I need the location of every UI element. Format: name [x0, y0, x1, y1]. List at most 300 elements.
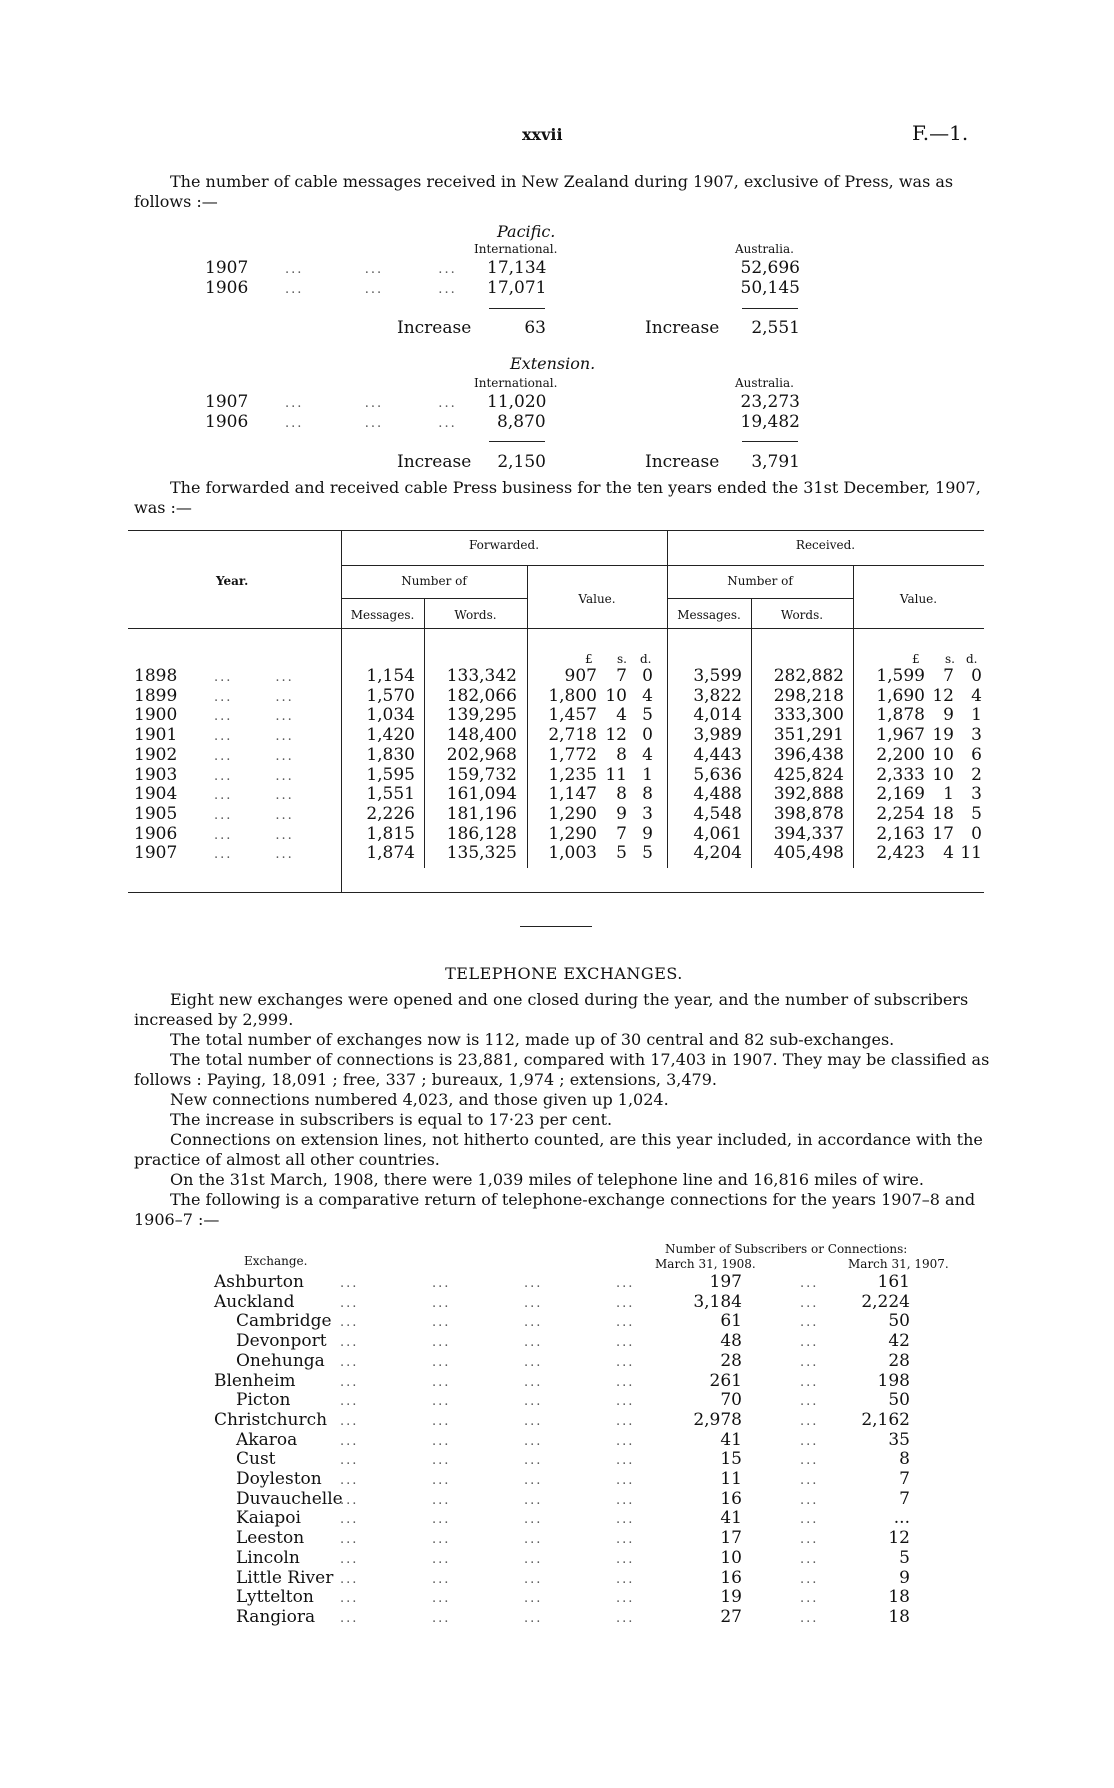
cell-subscribers-1907: 28: [888, 1350, 910, 1371]
table-row: [0, 1607, 1114, 1627]
cell-forwarded-shillings: 11: [605, 764, 627, 785]
unit-pounds: £: [585, 652, 593, 666]
col-header-value: Value.: [899, 592, 938, 606]
table-row: [0, 1390, 1114, 1410]
cell-received-pounds: 2,254: [876, 803, 925, 824]
table-row: [0, 1449, 1114, 1469]
cell-subscribers-1908: 197: [709, 1272, 742, 1292]
cell-subscribers-1907: 2,162: [861, 1409, 910, 1430]
sum-rule: [489, 308, 545, 309]
cell-subscribers-1907: 5: [899, 1547, 910, 1568]
cell-subscribers-1908: 28: [720, 1350, 742, 1371]
cell-forwarded-pounds: 1,290: [548, 823, 597, 844]
sum-rule: [742, 308, 798, 309]
cell-year: 1905: [134, 803, 178, 824]
cell-subscribers-1907: 161: [877, 1272, 910, 1292]
leader-dots: ... ... ... ...: [340, 1591, 635, 1607]
leader-dots: ... ... ...: [285, 416, 457, 431]
col-header-number-of: Number of: [727, 574, 793, 588]
leader-dots: ...: [800, 1512, 819, 1528]
leader-dots: ... ... ... ...: [340, 1571, 635, 1587]
cell-exchange-name: Devonport: [236, 1331, 327, 1352]
pacific-australia-value: 50,145: [740, 278, 800, 298]
cell-subscribers-1907: 18: [888, 1606, 910, 1627]
cell-forwarded-pence: 0: [642, 725, 653, 746]
press-intro: The forwarded and received cable Press business for the ten years ended the 31st December, 1907, was :—: [134, 478, 981, 517]
pacific-row-year: 1907: [205, 258, 249, 278]
extension-increase-label: Increase: [645, 452, 720, 472]
cell-exchange-name: Little River: [236, 1567, 334, 1588]
cell-subscribers-1907: 18: [888, 1587, 910, 1608]
table-row: [0, 1469, 1114, 1489]
cell-forwarded-messages: 1,874: [366, 843, 415, 864]
cell-exchange-name: Cust: [236, 1449, 276, 1470]
cell-forwarded-messages: 2,226: [366, 803, 415, 824]
cell-forwarded-messages: 1,551: [366, 784, 415, 805]
cell-subscribers-1908: 48: [720, 1331, 742, 1352]
cell-forwarded-words: 133,342: [446, 666, 517, 686]
cell-received-pounds: 2,169: [876, 784, 925, 805]
leader-dots: ...: [800, 1354, 819, 1370]
table-row: [0, 705, 1114, 725]
cell-received-messages: 4,014: [693, 705, 742, 726]
cell-received-messages: 4,443: [693, 744, 742, 765]
leader-dots: ...: [800, 1473, 819, 1488]
cell-received-words: 405,498: [773, 843, 844, 864]
cell-exchange-name: Lincoln: [236, 1547, 300, 1568]
cell-year: 1906: [134, 823, 178, 844]
leader-dots: ...: [800, 1433, 819, 1449]
cell-exchange-name: Doyleston: [236, 1469, 322, 1489]
cell-forwarded-pounds: 1,800: [548, 685, 597, 706]
table-row: [0, 1331, 1114, 1351]
cell-received-messages: 3,822: [693, 685, 742, 706]
table-row: [0, 1587, 1114, 1607]
cell-subscribers-1907: 35: [888, 1429, 910, 1450]
telephone-paragraph: The following is a comparative return of telephone-exchange connections for the years 1907–8 and 1906–7 :—: [134, 1190, 976, 1229]
extension-title: Extension.: [510, 354, 596, 373]
leader-dots: ... ... ... ...: [340, 1354, 635, 1370]
cell-subscribers-1907: 50: [888, 1311, 910, 1332]
cell-received-pence: 2: [971, 764, 982, 785]
table-row: [0, 784, 1114, 804]
telephone-paragraph: The total number of connections is 23,881, compared with 17,403 in 1907. They may be classified as follows : Paying, 18,091 ; free, 337 ; bureaux, 1,974 ; extensions, 3,479.: [134, 1050, 990, 1089]
pacific-row-year: 1906: [205, 278, 249, 298]
cell-forwarded-words: 182,066: [446, 685, 517, 706]
sum-rule: [742, 441, 798, 442]
extension-international-value: 11,020: [487, 392, 547, 412]
pacific-col-international: International.: [474, 242, 558, 256]
table-row: [0, 1371, 1114, 1391]
pacific-increase-australia: 2,551: [751, 318, 800, 338]
cell-forwarded-pounds: 1,290: [548, 803, 597, 824]
cell-forwarded-words: 159,732: [446, 764, 517, 785]
cell-received-pence: 11: [960, 843, 982, 864]
cell-forwarded-messages: 1,595: [366, 764, 415, 785]
leader-dots: ... ... ... ...: [340, 1315, 635, 1331]
leader-dots: ...: [800, 1413, 819, 1429]
cell-year: 1902: [134, 744, 178, 765]
cell-year: 1900: [134, 705, 178, 726]
cell-subscribers-1908: 70: [720, 1390, 742, 1411]
leader-dots: ...: [800, 1394, 819, 1410]
cell-forwarded-pence: 0: [642, 666, 653, 686]
leader-dots: ...: [800, 1276, 819, 1291]
cell-received-pence: 5: [971, 803, 982, 824]
cell-received-pounds: 1,690: [876, 685, 925, 706]
extension-australia-value: 19,482: [740, 412, 800, 432]
col-header-received: Received.: [795, 538, 856, 552]
cell-forwarded-messages: 1,830: [366, 744, 415, 765]
table-row: [0, 804, 1114, 824]
telephone-paragraph: On the 31st March, 1908, there were 1,039 miles of telephone line and 16,816 miles of wire.: [170, 1170, 924, 1189]
leader-dots: ... ... ... ...: [340, 1335, 635, 1351]
cell-forwarded-messages: 1,570: [366, 685, 415, 706]
cell-received-messages: 4,061: [693, 823, 742, 844]
extension-increase-australia: 3,791: [751, 452, 800, 472]
cell-forwarded-words: 148,400: [446, 725, 517, 746]
cell-forwarded-pence: 1: [642, 764, 653, 785]
cell-subscribers-1908: 16: [720, 1488, 742, 1509]
cell-received-pounds: 1,878: [876, 705, 925, 726]
cell-exchange-name: Onehunga: [236, 1350, 325, 1371]
cell-forwarded-words: 161,094: [446, 784, 517, 805]
cell-subscribers-1908: 10: [720, 1547, 742, 1568]
cell-subscribers-1907: 9: [899, 1567, 910, 1588]
cell-forwarded-words: 139,295: [446, 705, 517, 726]
cell-exchange-name: Blenheim: [214, 1370, 296, 1391]
table-top-rule: [128, 530, 984, 531]
pacific-increase-label: Increase: [397, 318, 472, 338]
cell-received-words: 298,218: [773, 685, 844, 706]
cell-received-words: 351,291: [773, 725, 844, 746]
cell-exchange-name: Akaroa: [236, 1429, 298, 1450]
unit-pence: d.: [640, 652, 652, 666]
cell-received-shillings: 18: [932, 803, 954, 824]
cell-forwarded-shillings: 5: [616, 843, 627, 864]
cell-forwarded-shillings: 12: [605, 725, 627, 746]
cell-subscribers-1908: 261: [709, 1370, 742, 1391]
cell-forwarded-words: 186,128: [446, 823, 517, 844]
cell-forwarded-pence: 5: [642, 705, 653, 726]
cell-forwarded-pence: 5: [642, 843, 653, 864]
unit-pounds: £: [912, 652, 920, 666]
leader-dots: ... ... ... ...: [340, 1276, 635, 1291]
telephone-paragraph: New connections numbered 4,023, and those given up 1,024.: [170, 1090, 669, 1109]
cell-forwarded-shillings: 4: [616, 705, 627, 726]
header-rule: [341, 598, 527, 599]
extension-increase-label: Increase: [397, 452, 472, 472]
cell-year: 1904: [134, 784, 178, 805]
cell-received-messages: 3,989: [693, 725, 742, 746]
cell-received-pence: 3: [971, 725, 982, 746]
leader-dots: ... ... ...: [285, 262, 457, 277]
leader-dots: ... ... ... ...: [340, 1551, 635, 1567]
cell-exchange-name: Kaiapoi: [236, 1508, 301, 1529]
cell-year: 1901: [134, 725, 178, 746]
table-row: [0, 1548, 1114, 1568]
leader-dots: ... ...: [214, 807, 294, 823]
cell-received-messages: 5,636: [693, 764, 742, 785]
leader-dots: ...: [800, 1492, 819, 1508]
cell-exchange-name: Lyttelton: [236, 1587, 314, 1608]
table-row: [0, 1351, 1114, 1371]
col-header-words: Words.: [780, 608, 824, 622]
col-header-number-of: Number of: [401, 574, 467, 588]
cell-forwarded-pounds: 2,718: [548, 725, 597, 746]
unit-pence: d.: [966, 652, 978, 666]
cell-forwarded-pounds: 1,147: [548, 784, 597, 805]
cell-subscribers-1908: 17: [720, 1528, 742, 1549]
cell-forwarded-words: 135,325: [446, 843, 517, 864]
telephone-paragraph: The increase in subscribers is equal to 17·23 per cent.: [170, 1110, 613, 1129]
cell-received-shillings: 7: [943, 666, 954, 686]
cell-subscribers-1908: 41: [720, 1508, 742, 1529]
cell-subscribers-1907: 198: [877, 1370, 910, 1391]
col-header-forwarded: Forwarded.: [468, 538, 540, 552]
cell-forwarded-words: 202,968: [446, 744, 517, 765]
cell-subscribers-1908: 61: [720, 1311, 742, 1332]
cell-forwarded-pounds: 1,003: [548, 843, 597, 864]
leader-dots: ... ... ...: [285, 396, 457, 411]
cell-subscribers-1907: 2,224: [861, 1291, 910, 1312]
cell-forwarded-pounds: 1,772: [548, 744, 597, 765]
leader-dots: ... ...: [214, 670, 294, 685]
pacific-increase-international: 63: [524, 318, 546, 338]
cell-forwarded-shillings: 10: [605, 685, 627, 706]
cell-exchange-name: Rangiora: [236, 1606, 316, 1627]
cell-subscribers-1907: 42: [888, 1331, 910, 1352]
leader-dots: ...: [800, 1551, 819, 1567]
table-row: [0, 1430, 1114, 1450]
col-header-year: Year.: [216, 574, 249, 588]
cell-subscribers-1907: 12: [888, 1528, 910, 1549]
leader-dots: ... ...: [214, 709, 294, 725]
cell-forwarded-words: 181,196: [446, 803, 517, 824]
col-header-messages: Messages.: [677, 608, 741, 622]
cell-subscribers-1908: 19: [720, 1587, 742, 1608]
leader-dots: ... ...: [214, 827, 294, 843]
extension-australia-value: 23,273: [740, 392, 800, 412]
cell-received-shillings: 4: [943, 843, 954, 864]
extension-row-year: 1907: [205, 392, 249, 412]
cell-received-messages: 4,488: [693, 784, 742, 805]
cell-forwarded-messages: 1,420: [366, 725, 415, 746]
cell-subscribers-1908: 11: [720, 1469, 742, 1489]
table-row: [0, 1410, 1114, 1430]
cell-received-pounds: 2,200: [876, 744, 925, 765]
telephone-title: TELEPHONE EXCHANGES.: [445, 964, 683, 983]
extension-col-international: International.: [474, 376, 558, 390]
pacific-international-value: 17,134: [487, 258, 547, 278]
cell-exchange-name: Duvauchelle: [236, 1488, 343, 1509]
table-row: [0, 1528, 1114, 1548]
cell-received-words: 333,300: [773, 705, 844, 726]
sum-rule: [489, 441, 545, 442]
leader-dots: ... ...: [214, 729, 294, 745]
cell-forwarded-pounds: 1,457: [548, 705, 597, 726]
cell-exchange-name: Ashburton: [214, 1272, 304, 1292]
col-header-march-1908: March 31, 1908.: [655, 1257, 756, 1271]
cell-subscribers-1908: 27: [720, 1606, 742, 1627]
col-header-exchange: Exchange.: [244, 1254, 308, 1268]
cell-received-pounds: 2,423: [876, 843, 925, 864]
leader-dots: ... ... ... ...: [340, 1473, 635, 1488]
cell-received-pounds: 1,967: [876, 725, 925, 746]
cell-received-words: 425,824: [773, 764, 844, 785]
pacific-international-value: 17,071: [487, 278, 547, 298]
header-rule: [128, 628, 984, 629]
table-row: [0, 1508, 1114, 1528]
cell-subscribers-1908: 15: [720, 1449, 742, 1470]
header-rule: [341, 565, 984, 566]
cable-intro: The number of cable messages received in New Zealand during 1907, exclusive of Press, was as follows :—: [134, 172, 954, 211]
cell-received-words: 396,438: [773, 744, 844, 765]
cell-forwarded-shillings: 7: [616, 823, 627, 844]
table-row: [0, 745, 1114, 765]
cell-forwarded-pounds: 907: [564, 666, 597, 686]
leader-dots: ... ... ... ...: [340, 1532, 635, 1548]
leader-dots: ... ... ... ...: [340, 1453, 635, 1469]
cell-received-pounds: 2,163: [876, 823, 925, 844]
pacific-increase-label: Increase: [645, 318, 720, 338]
cell-year: 1907: [134, 843, 178, 864]
leader-dots: ...: [800, 1610, 819, 1626]
leader-dots: ... ... ...: [285, 282, 457, 297]
leader-dots: ... ...: [214, 788, 294, 804]
table-row: [0, 666, 1114, 686]
col-header-march-1907: March 31, 1907.: [848, 1257, 949, 1271]
cell-forwarded-shillings: 7: [616, 666, 627, 686]
unit-shillings: s.: [945, 652, 955, 666]
leader-dots: ... ... ... ...: [340, 1512, 635, 1528]
cell-received-shillings: 10: [932, 764, 954, 785]
cell-forwarded-pence: 4: [642, 744, 653, 765]
table-row: [0, 1292, 1114, 1312]
telephone-paragraph: Connections on extension lines, not hitherto counted, are this year included, in accordance with the practice of almost all other countries.: [134, 1130, 983, 1169]
leader-dots: ... ...: [214, 847, 294, 863]
cell-received-shillings: 12: [932, 685, 954, 706]
page-number: xxvii: [522, 125, 563, 144]
cell-forwarded-shillings: 9: [616, 803, 627, 824]
col-header-value: Value.: [578, 592, 616, 606]
cell-year: 1898: [134, 666, 178, 686]
cell-forwarded-messages: 1,154: [366, 666, 415, 686]
cell-forwarded-messages: 1,034: [366, 705, 415, 726]
cell-subscribers-1908: 2,978: [693, 1409, 742, 1430]
leader-dots: ... ...: [214, 748, 294, 764]
leader-dots: ...: [800, 1335, 819, 1351]
leader-dots: ...: [800, 1591, 819, 1607]
table-row: [0, 765, 1114, 785]
cell-subscribers-1907: ...: [893, 1508, 910, 1529]
page-reference: F.—1.: [912, 121, 969, 145]
unit-shillings: s.: [617, 652, 627, 666]
leader-dots: ... ... ... ...: [340, 1295, 635, 1311]
telephone-paragraph: The total number of exchanges now is 112, made up of 30 central and 82 sub-exchanges.: [170, 1030, 895, 1049]
col-header-messages: Messages.: [350, 608, 415, 622]
leader-dots: ...: [800, 1453, 819, 1469]
table-row: [0, 1311, 1114, 1331]
cell-subscribers-1908: 41: [720, 1429, 742, 1450]
table-row: [0, 1272, 1114, 1292]
leader-dots: ...: [800, 1532, 819, 1548]
extension-col-australia: Australia.: [735, 376, 794, 390]
cell-forwarded-shillings: 8: [616, 744, 627, 765]
table-bottom-rule: [128, 892, 984, 893]
cell-forwarded-pence: 8: [642, 784, 653, 805]
cell-received-shillings: 9: [943, 705, 954, 726]
leader-dots: ... ... ... ...: [340, 1374, 635, 1390]
cell-received-pence: 4: [971, 685, 982, 706]
cell-exchange-name: Leeston: [236, 1528, 305, 1549]
cell-received-words: 394,337: [773, 823, 844, 844]
table-row: [0, 824, 1114, 844]
cell-received-words: 398,878: [773, 803, 844, 824]
col-header-words: Words.: [454, 608, 497, 622]
cell-received-pence: 0: [971, 823, 982, 844]
leader-dots: ...: [800, 1374, 819, 1390]
pacific-title: Pacific.: [497, 222, 556, 241]
header-rule: [667, 598, 853, 599]
cell-received-pounds: 1,599: [876, 666, 925, 686]
cell-received-messages: 4,548: [693, 803, 742, 824]
section-divider: [520, 926, 592, 927]
cell-forwarded-pence: 4: [642, 685, 653, 706]
cell-exchange-name: Auckland: [214, 1291, 295, 1312]
leader-dots: ... ... ... ...: [340, 1413, 635, 1429]
leader-dots: ... ... ... ...: [340, 1492, 635, 1508]
cell-received-words: 282,882: [773, 666, 844, 686]
cell-subscribers-1908: 3,184: [693, 1291, 742, 1312]
cell-exchange-name: Picton: [236, 1390, 291, 1411]
cell-received-pounds: 2,333: [876, 764, 925, 785]
table-row: [0, 725, 1114, 745]
cell-subscribers-1907: 50: [888, 1390, 910, 1411]
cell-received-messages: 3,599: [693, 666, 742, 686]
cell-forwarded-messages: 1,815: [366, 823, 415, 844]
cell-year: 1903: [134, 764, 178, 785]
table-row: [0, 1568, 1114, 1588]
extension-increase-international: 2,150: [497, 452, 546, 472]
cell-received-shillings: 1: [943, 784, 954, 805]
cell-received-pence: 1: [971, 705, 982, 726]
leader-dots: ... ... ... ...: [340, 1394, 635, 1410]
cell-year: 1899: [134, 685, 178, 706]
cell-subscribers-1908: 16: [720, 1567, 742, 1588]
cell-exchange-name: Cambridge: [236, 1311, 332, 1332]
table-row: [0, 1489, 1114, 1509]
cell-exchange-name: Christchurch: [214, 1409, 328, 1430]
telephone-paragraph: Eight new exchanges were opened and one closed during the year, and the number of subscribers increased by 2,999.: [134, 990, 969, 1029]
table-row: [0, 686, 1114, 706]
pacific-australia-value: 52,696: [740, 258, 800, 278]
cell-received-shillings: 10: [932, 744, 954, 765]
extension-international-value: 8,870: [497, 412, 546, 432]
cell-received-shillings: 17: [932, 823, 954, 844]
extension-row-year: 1906: [205, 412, 249, 432]
leader-dots: ... ... ... ...: [340, 1610, 635, 1626]
table-row: [0, 843, 1114, 863]
cell-received-messages: 4,204: [693, 843, 742, 864]
cell-received-words: 392,888: [773, 784, 844, 805]
cell-forwarded-pounds: 1,235: [548, 764, 597, 785]
leader-dots: ... ...: [214, 768, 294, 784]
cell-forwarded-shillings: 8: [616, 784, 627, 805]
cell-forwarded-pence: 9: [642, 823, 653, 844]
leader-dots: ... ... ... ...: [340, 1433, 635, 1449]
leader-dots: ...: [800, 1315, 819, 1331]
